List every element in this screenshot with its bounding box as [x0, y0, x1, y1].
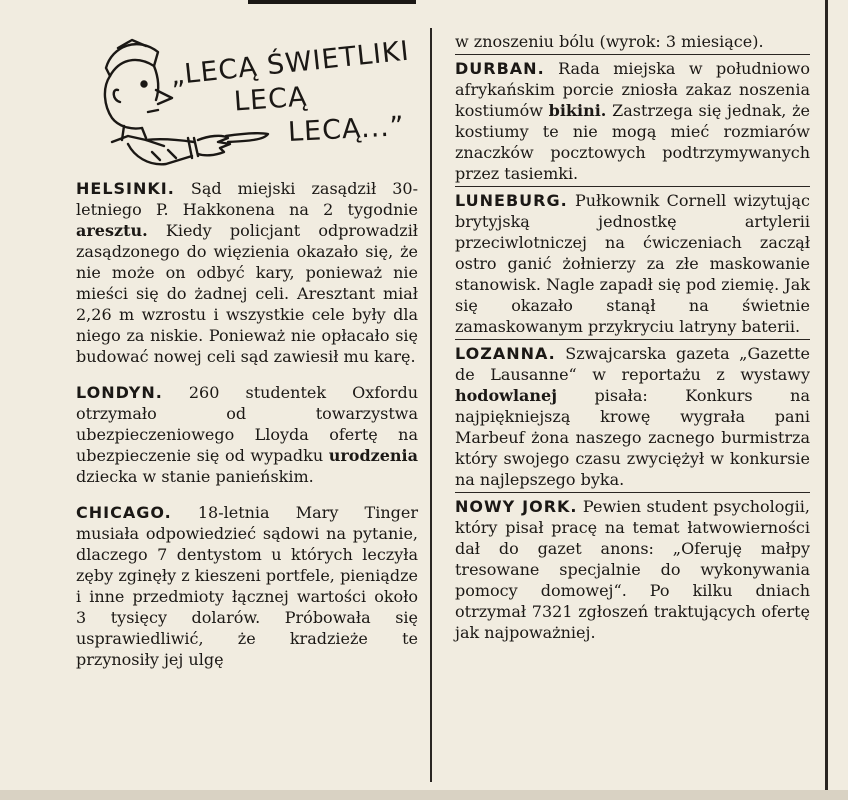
article-city: HELSINKI.: [76, 179, 175, 198]
right-column: [455, 31, 810, 643]
title-line-3: LECĄ...”: [287, 110, 406, 149]
article-divider: [455, 492, 810, 494]
article-text: Pewien student psychologii, który pisał pracę na temat łatwowierności dał do gazet anons: „Oferuję małpy tresowane specjalnie do wykonywania pomocy domowej“. Po kilku dniach otrzymał 7321 zgłoszeń traktujących ofertę jak najpoważniej.: [455, 497, 810, 642]
article-text: Zastrzega się jednak, że kostiumy te nie mogą mieć rozmiarów znaczków pocztowych podtrzymywanych przez tasiemki.: [455, 101, 810, 183]
article-text: 260 studentek Oxfordu otrzymało od towarzystwa ubezpieczeniowego Lloyda ofertę na ubezpieczenie się od wypadku: [76, 383, 418, 465]
article-city: CHICAGO.: [76, 503, 172, 522]
right-edge-rule: [825, 0, 828, 790]
article-chicago: [76, 502, 418, 670]
article-emphasis: urodzenia: [328, 446, 418, 465]
article-lozanna: [455, 343, 810, 490]
title-line-1: „LECĄ ŚWIETLIKI: [169, 35, 412, 92]
article-divider: [455, 186, 810, 188]
article-text: Pułkownik Cornell wizytując brytyjską jednostkę artylerii przeciwlotniczej na ćwiczeniach zaczął ostro ganić żołnierzy za złe maskowanie stanowisk. Nagle zapadł się pod ziemię. Jak się okazało stanął na świetnie zamaskowanym przykryciu latryny baterii.: [455, 191, 810, 336]
article-emphasis: hodowlanej: [455, 386, 557, 405]
article-city: DURBAN.: [455, 59, 545, 78]
column-divider: [430, 28, 432, 782]
article-emphasis: bikini.: [548, 101, 607, 120]
article-text: Sąd miejski zasądził 30-letniego P. Hakkonena na 2 tygodnie: [76, 179, 418, 219]
article-helsinki: [76, 178, 418, 367]
article-city: NOWY JORK.: [455, 497, 578, 516]
article-text: Kiedy policjant odprowadził zasądzonego do więzienia okazało się, że nie może on odbyć kary, ponieważ nie mieści się do żadnej celi. Aresztant miał 2,26 m wzrostu i wszystkie cele były dla niego za niskie. Ponieważ nie opłacało się budować nowej celi sąd zawiesił mu karę.: [76, 221, 418, 366]
article-emphasis: aresztu.: [76, 221, 148, 240]
article-luneburg: [455, 190, 810, 337]
article-divider: [455, 54, 810, 56]
article-text: w znoszeniu bólu (wyrok: 3 miesiące).: [455, 32, 764, 51]
column-title: [88, 28, 418, 173]
article-text: 18-letnia Mary Tinger musiała odpowiedzieć sądowi na pytanie, dlaczego 7 dentystom u których leczyła zęby zginęły z kieszeni portfele, pieniądze i inne przedmioty łącznej wartości około 3 tysięcy dolarów. Próbowała się usprawiedliwić, że kradzieże te przynosiły jej ulgę: [76, 503, 418, 669]
title-line-2: LECĄ: [233, 81, 309, 118]
article-city: LONDYN.: [76, 383, 163, 402]
left-column: [76, 178, 418, 670]
article-text: Rada miejska w południowo afrykańskim porcie zniosła zakaz noszenia kostiumów: [455, 59, 810, 120]
article-city: LOZANNA.: [455, 344, 556, 363]
article-text: pisała: Konkurs na najpiękniejszą krowę wygrała pani Marbeuf żona naszego zacnego burmistrza który swojego czasu zwyciężył w konkursie na najlepszego byka.: [455, 386, 810, 489]
column-header: [88, 28, 418, 173]
article-city: LUNEBURG.: [455, 191, 568, 210]
article-chicago-continued: [455, 31, 810, 52]
article-londyn: [76, 382, 418, 487]
article-divider: [455, 339, 810, 341]
article-durban: [455, 58, 810, 184]
article-text: dziecka w stanie panieńskim.: [76, 467, 314, 486]
article-nowy-jork: [455, 496, 810, 643]
article-text: Szwajcarska gazeta „Gazette de Lausanne“ w reportażu z wystawy: [455, 344, 810, 384]
top-rule: [248, 0, 416, 4]
bottom-margin: [0, 790, 848, 800]
